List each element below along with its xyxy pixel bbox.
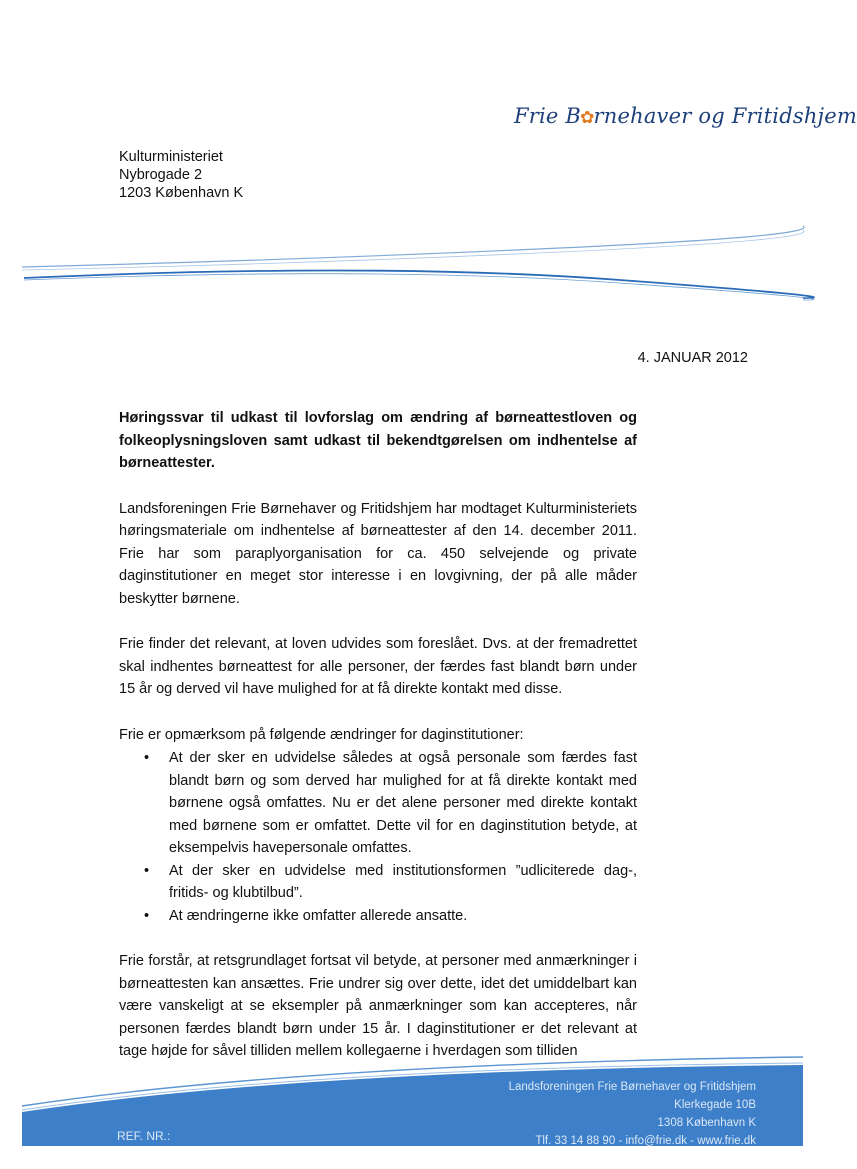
footer-org: Landsforeningen Frie Børnehaver og Fritidshjem bbox=[508, 1081, 756, 1093]
footer-contact bbox=[509, 1078, 756, 1150]
letter-heading: Høringssvar til udkast til lovforslag om ændring af børneattestloven og folkeoplysningsloven samt udkast til bekendtgørelsen om indhentelse af børneattester. bbox=[119, 410, 637, 471]
paragraph-legal-basis: Frie forstår, at retsgrundlaget fortsat vil betyde, at personer med anmærkninger i børneattesten kan ansættes. Frie undrer sig over dette, idet det umiddelbart kan være vanskeligt at se eksempler på anmærkninger som kan accepteres, når personen færdes blandt børn under 15 år. I daginstitutioner er det relevant at tage højde for såvel tilliden mellem kollegaerne i hverdagen som tilliden bbox=[119, 953, 637, 1059]
list-item-text: At ændringerne ikke omfatter allerede ansatte. bbox=[169, 907, 468, 924]
reference-number-label: REF. NR.: bbox=[117, 1129, 171, 1143]
list-item bbox=[119, 860, 637, 905]
list-item bbox=[119, 747, 637, 860]
header-swoosh-graphic bbox=[0, 210, 826, 310]
list-item bbox=[119, 905, 637, 928]
changes-list bbox=[119, 747, 637, 927]
letter-date: 4. JANUAR 2012 bbox=[637, 350, 748, 366]
flower-icon: ✿ bbox=[580, 108, 595, 128]
list-item-text: At der sker en udvidelse således at også personale som færdes fast blandt børn og som derved har mulighed for at få direkte kontakt med børnene også omfattes. Nu er det alene personer med direkte kontakt med børnene som er omfattet. Dette vil for en daginstitution betyde, at eksempelvis havepersonale omfattes. bbox=[169, 750, 637, 856]
frie-logo bbox=[514, 104, 857, 128]
footer-city: 1308 København K bbox=[657, 1117, 756, 1129]
recipient-city: 1203 København K bbox=[119, 185, 244, 201]
logo-text-start: Frie B bbox=[514, 104, 582, 128]
paragraph-relevance: Frie finder det relevant, at loven udvides som foreslået. Dvs. at der fremadrettet skal indhentes børneattest for alle personer, der færdes fast blandt børn under 15 år og derved vil have mulighed for at få direkte kontakt med disse. bbox=[119, 636, 637, 697]
recipient-street: Nybrogade 2 bbox=[119, 167, 203, 183]
bullet-icon: • bbox=[144, 907, 150, 924]
paragraph-changes-intro: Frie er opmærksom på følgende ændringer for daginstitutioner: bbox=[119, 726, 524, 743]
letter-body bbox=[119, 407, 637, 1086]
bullet-icon: • bbox=[144, 862, 150, 879]
bullet-icon: • bbox=[144, 750, 150, 766]
footer-contact-line: Tlf. 33 14 88 90 - info@frie.dk - www.frie.dk bbox=[535, 1135, 756, 1147]
recipient-name: Kulturministeriet bbox=[119, 149, 223, 165]
paragraph-intro: Landsforeningen Frie Børnehaver og Fritidshjem har modtaget Kulturministeriets høringsmateriale om indhentelse af børneattester af den 14. december 2011. Frie har som paraplyorganisation for ca. 450 selvejende og private daginstitutioner en meget stor interesse i en lovgivning, der på alle måder beskytter børnene. bbox=[119, 500, 637, 607]
recipient-address bbox=[119, 148, 243, 202]
logo-text-end: rnehaver og Fritidshjem bbox=[593, 104, 857, 128]
footer-street: Klerkegade 10B bbox=[674, 1099, 756, 1111]
list-item-text: At der sker en udvidelse med institutionsformen ”udliciterede dag-, fritids- og klubtilbud”. bbox=[169, 862, 637, 901]
